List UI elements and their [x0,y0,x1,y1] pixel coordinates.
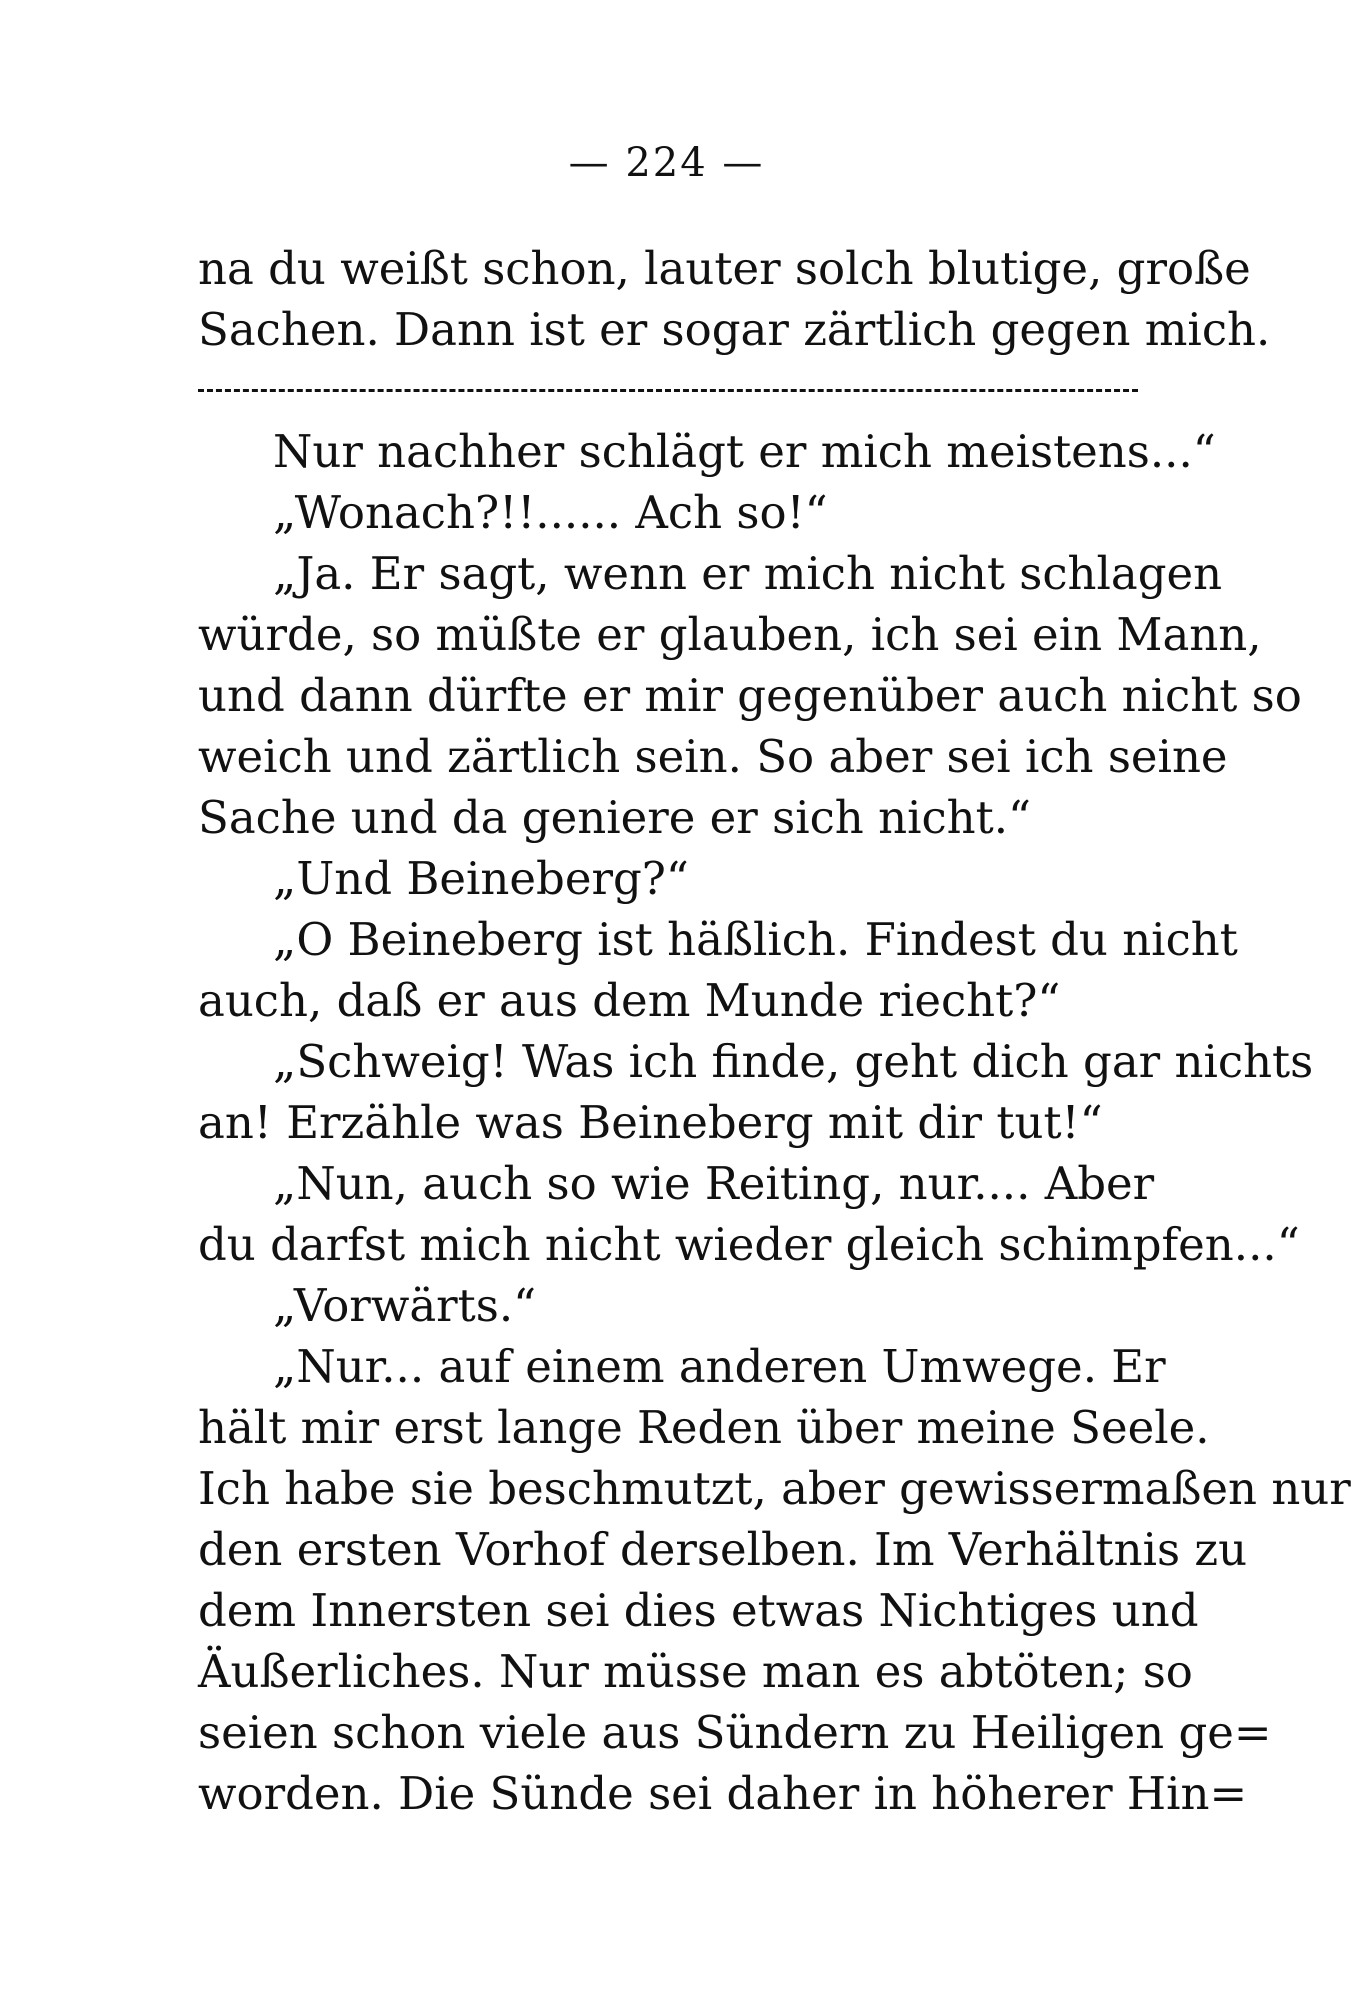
text-line: „Ja. Er sagt, wenn er mich nicht schlagen [273,547,1223,600]
body-text [198,238,1351,1824]
text-line: den ersten Vorhof derselben. Im Verhältnis zu [198,1523,1248,1576]
text-line: würde, so müßte er glauben, ich sei ein Mann, [198,608,1262,661]
text-line: „Nun, auch so wie Reiting, nur.... Aber [273,1157,1155,1210]
text-line: weich und zärtlich sein. So aber sei ich seine [198,730,1228,783]
text-line: seien schon viele aus Sündern zu Heiligen ge= [198,1706,1272,1759]
text-line: worden. Die Sünde sei daher in höherer Hin= [198,1767,1248,1820]
text-line: Sachen. Dann ist er sogar zärtlich gegen mich. [198,303,1271,356]
text-line: und dann dürfte er mir gegenüber auch nicht so [198,669,1302,722]
text-line: „Schweig! Was ich finde, geht dich gar nichts [273,1035,1314,1088]
text-line: na du weißt schon, lauter solch blutige, große [198,242,1251,295]
text-line: auch, daß er aus dem Munde riecht?“ [198,974,1061,1027]
section-divider [198,360,1138,421]
text-line: Sache und da geniere er sich nicht.“ [198,791,1032,844]
text-line: „Nur... auf einem anderen Umwege. Er [273,1340,1166,1393]
text-line: „O Beineberg ist häßlich. Findest du nicht [273,913,1238,966]
text-line: „Wonach?!!...... Ach so!“ [273,486,828,539]
text-line: an! Erzähle was Beineberg mit dir tut!“ [198,1096,1103,1149]
text-line: Nur nachher schlägt er mich meistens...“ [273,425,1216,478]
text-line: dem Innersten sei dies etwas Nichtiges und [198,1584,1199,1637]
text-line: „Und Beineberg?“ [273,852,689,905]
dashed-rule [198,389,1138,392]
text-line: hält mir erst lange Reden über meine Seele. [198,1401,1210,1454]
text-line: Ich habe sie beschmutzt, aber gewissermaßen nur [198,1462,1351,1515]
text-line: Äußerliches. Nur müsse man es abtöten; so [198,1645,1193,1698]
page-number: — 224 — [568,140,765,186]
text-line: du darfst mich nicht wieder gleich schimpfen...“ [198,1218,1300,1271]
text-line: „Vorwärts.“ [273,1279,537,1332]
